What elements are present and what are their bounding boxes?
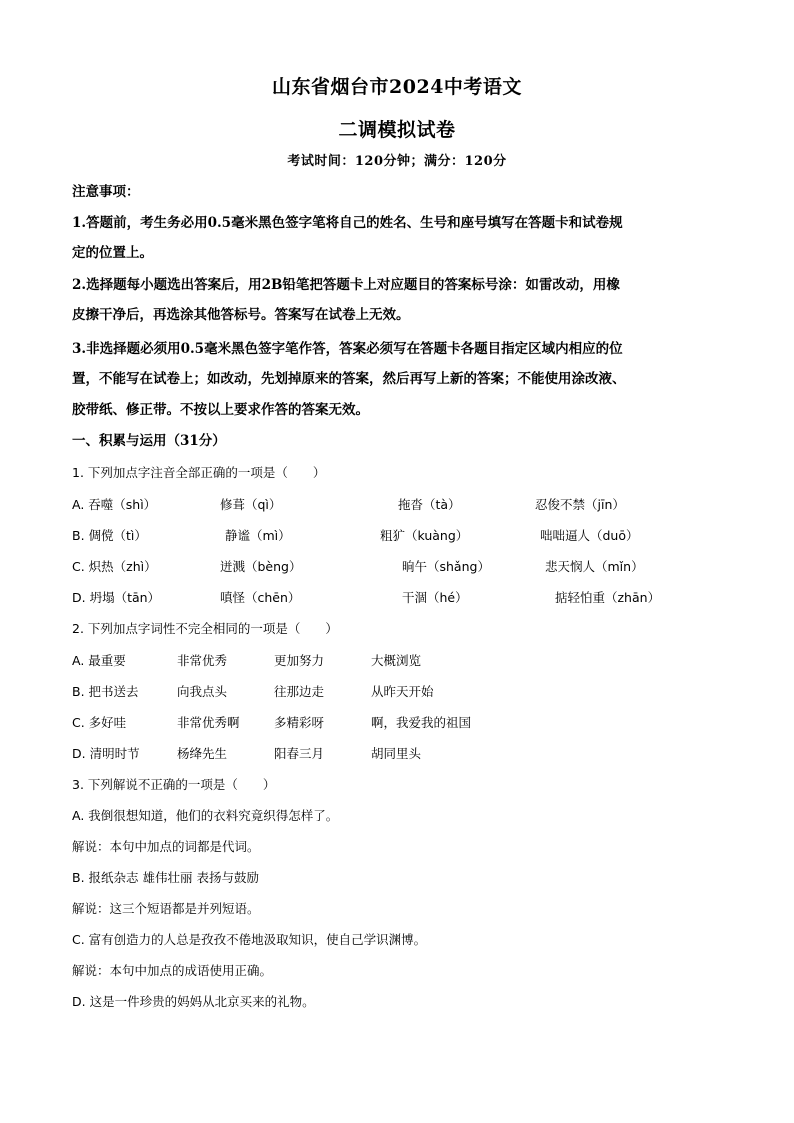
note-1-line-1: 1.答题前，考生务必用0.5毫米黑色签字笔将自己的姓名、生号和座号填写在答题卡和试卷规	[72, 215, 623, 231]
notes-heading: 注意事项：	[72, 184, 140, 200]
q2-c-4: 啊，我爱我的祖国	[371, 715, 472, 730]
q2-c-1: C. 多好哇	[72, 715, 127, 730]
note-1-line-2: 定的位置上。	[72, 245, 153, 261]
q1-c-4: 悲天悯人（mǐn）	[545, 559, 644, 574]
q1-d-4: 掂轻怕重（zhān）	[555, 590, 661, 605]
q1-a-4: 忍俊不禁（jīn）	[535, 497, 625, 512]
exam-title: 山东省烟台市2024中考语文	[272, 76, 522, 98]
q1-b-4: 咄咄逼人（duō）	[540, 528, 639, 543]
q1-d-2: 嗔怪（chēn）	[220, 590, 301, 605]
q2-a-4: 大概浏览	[371, 653, 422, 668]
exam-info: 考试时间：120分钟；满分：120分	[287, 154, 507, 169]
q2-a-1: A. 最重要	[72, 653, 126, 668]
q3-option-c: C. 富有创造力的人总是孜孜不倦地汲取知识，使自己学识渊博。	[72, 932, 427, 947]
q1-a-1: A. 吞噬（shì）	[72, 497, 157, 512]
q2-c-2: 非常优秀啊	[177, 715, 240, 730]
q3-option-a: A. 我倒很想知道，他们的衣料究竟织得怎样了。	[72, 808, 339, 823]
q2-c-3: 多精彩呀	[274, 715, 325, 730]
note-3-line-3: 胶带纸、修正带。不按以上要求作答的答案无效。	[72, 402, 369, 418]
q2-a-2: 非常优秀	[177, 653, 228, 668]
q2-a-3: 更加努力	[274, 653, 325, 668]
q2-b-2: 向我点头	[177, 684, 228, 699]
q2-d-1: D. 清明时节	[72, 746, 140, 761]
note-2-line-2: 皮擦干净后，再选涂其他答标号。答案写在试卷上无效。	[72, 307, 410, 323]
q3-option-b-note: 解说：这三个短语都是并列短语。	[72, 901, 260, 916]
note-3-line-1: 3.非选择题必须用0.5毫米黑色签字笔作答，答案必须写在答题卡各题目指定区域内相应的位	[72, 341, 623, 357]
q1-d-1: D. 坍塌（tān）	[72, 590, 161, 605]
q2-d-4: 胡同里头	[371, 746, 422, 761]
note-3-line-2: 置，不能写在试卷上；如改动，先划掉原来的答案，然后再写上新的答案；不能使用涂改液、	[72, 371, 626, 387]
q2-d-2: 杨绛先生	[177, 746, 228, 761]
q3-option-d: D. 这是一件珍贵的妈妈从北京买来的礼物。	[72, 994, 315, 1009]
q1-c-2: 迸溅（bèng）	[220, 559, 302, 574]
section-1-heading: 一、积累与运用（31分）	[72, 433, 226, 449]
exam-subtitle: 二调模拟试卷	[338, 119, 456, 141]
q1-a-2: 修葺（qì）	[220, 497, 282, 512]
q1-c-1: C. 炽热（zhì）	[72, 559, 157, 574]
note-2-line-1: 2.选择题每小题选出答案后，用2B铅笔把答题卡上对应题目的答案标号涂：如雷改动，用橡	[72, 277, 620, 293]
q1-stem: 1. 下列加点字注音全部正确的一项是（ ）	[72, 465, 326, 480]
q2-b-3: 往那边走	[274, 684, 325, 699]
q1-b-1: B. 倜傥（tì）	[72, 528, 147, 543]
q2-d-3: 阳春三月	[274, 746, 325, 761]
q3-option-b: B. 报纸杂志 雄伟壮丽 表扬与鼓励	[72, 870, 259, 885]
q1-b-3: 粗犷（kuàng）	[380, 528, 469, 543]
q1-c-3: 晌午（shǎng）	[402, 559, 490, 574]
q3-option-c-note: 解说：本句中加点的成语使用正确。	[72, 963, 273, 978]
q2-b-4: 从昨天开始	[371, 684, 434, 699]
q1-a-3: 拖沓（tà）	[398, 497, 461, 512]
q1-d-3: 干涸（hé）	[402, 590, 468, 605]
q3-option-a-note: 解说：本句中加点的词都是代词。	[72, 839, 260, 854]
q2-stem: 2. 下列加点字词性不完全相同的一项是（ ）	[72, 621, 338, 636]
q1-b-2: 静谧（mì）	[225, 528, 291, 543]
q2-b-1: B. 把书送去	[72, 684, 139, 699]
q3-stem: 3. 下列解说不正确的一项是（ ）	[72, 777, 276, 792]
